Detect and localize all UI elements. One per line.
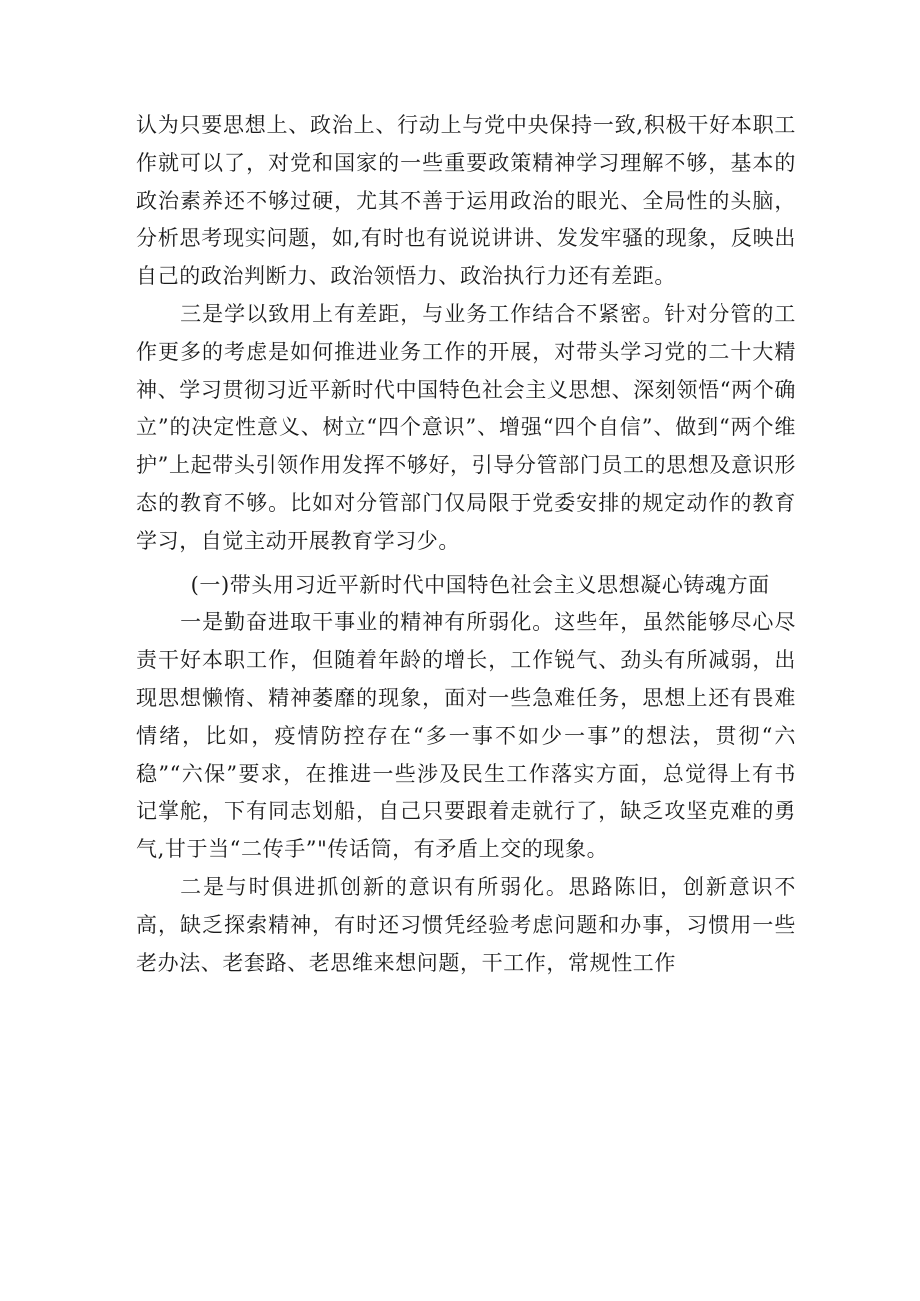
paragraph-point-two: 二是与时俱进抓创新的意识有所弱化。思路陈旧，创新意识不高，缺乏探索精神，有时还习惯凭经验考虑问题和办事，习惯用一些老办法、老套路、老思维来想问题，干工作，常规性工作: [136, 874, 796, 975]
paragraph-point-three: 三是学以致用上有差距，与业务工作结合不紧密。针对分管的工作更多的考虑是如何推进业务工作的开展，对带头学习党的二十大精神、学习贯彻习近平新时代中国特色社会主义思想、深刻领悟“两个确立”的决定性意义、树立“四个意识”、增强“四个自信”、做到“两个维护”上起带头引领作用发挥不够好，引导分管部门员工的思想及意识形态的教育不够。比如对分管部门仅局限于党委安排的规定动作的教育学习，自觉主动开展教育学习少。: [136, 301, 796, 553]
document-body: [136, 107, 796, 982]
section-heading: (一)带头用习近平新时代中国特色社会主义思想凝心铸魂方面: [190, 572, 770, 597]
paragraph-point-one: 一是勤奋进取干事业的精神有所弱化。这些年，虽然能够尽心尽责干好本职工作，但随着年龄的增长，工作锐气、劲头有所减弱，出现思想懒惰、精神萎靡的现象，面对一些急难任务，思想上还有畏难情绪，比如，疫情防控存在“多一事不如少一事”的想法，贯彻“六稳”“六保”要求，在推进一些涉及民生工作落实方面，总觉得上有书记掌舵，下有同志划船，自己只要跟着走就行了，缺乏攻坚克难的勇气,甘于当“二传手”"传话筒，有矛盾上交的现象。: [136, 610, 796, 862]
paragraph-continuation: 认为只要思想上、政治上、行动上与党中央保持一致,积极干好本职工作就可以了，对党和国家的一些重要政策精神学习理解不够，基本的政治素养还不够过硬，尤其不善于运用政治的眼光、全局性的头脑，分析思考现实问题，如,有时也有说说讲讲、发发牢骚的现象，反映出自己的政治判断力、政治领悟力、政治执行力还有差距。: [136, 113, 796, 289]
